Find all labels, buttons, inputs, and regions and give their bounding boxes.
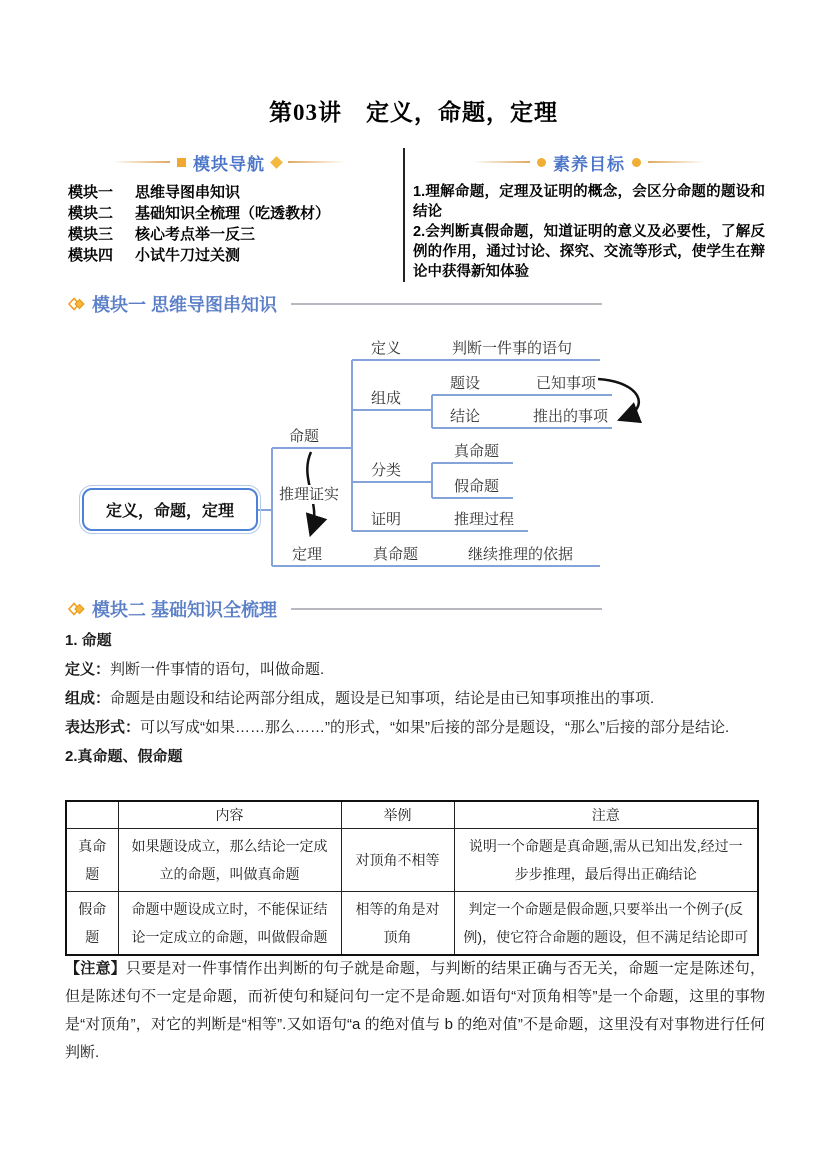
mindmap-connectors bbox=[0, 330, 827, 580]
mindmap-node-false-prop: 假命题 bbox=[454, 478, 500, 495]
nav-item-module3 bbox=[68, 224, 393, 245]
section-title-module2: 模块二 基础知识全梳理 bbox=[92, 600, 277, 620]
knowledge-section bbox=[65, 626, 765, 771]
cell-example: 相等的角是对顶角 bbox=[341, 892, 454, 955]
section-header-module2 bbox=[65, 596, 602, 622]
cell-note: 判定一个命题是假命题,只要举出一个例子(反例)，使它符合命题的题设，但不满足结论即可 bbox=[454, 892, 758, 955]
table-row bbox=[66, 829, 758, 892]
mindmap-node-theorem-true: 真命题 bbox=[373, 546, 419, 563]
cell-example: 对顶角不相等 bbox=[341, 829, 454, 892]
section-header-module1 bbox=[65, 291, 602, 317]
mindmap-desc-definition: 判断一件事的语句 bbox=[452, 340, 573, 357]
table-header-example: 举例 bbox=[341, 801, 454, 829]
nav-item-text: 基础知识全梳理（吃透教材） bbox=[135, 205, 331, 222]
composition-label: 组成： bbox=[65, 690, 111, 707]
nav-item-module4 bbox=[68, 245, 393, 266]
table-header-content: 内容 bbox=[118, 801, 341, 829]
definition-label: 定义： bbox=[65, 661, 111, 678]
mindmap-node-proof: 证明 bbox=[371, 511, 402, 528]
mindmap-root-node: 定义，命题，定理 bbox=[82, 488, 258, 531]
module-nav-column bbox=[65, 148, 403, 282]
module-nav-title: 模块导航 bbox=[193, 154, 265, 174]
table-header-row bbox=[66, 801, 758, 829]
nav-item-module2 bbox=[68, 203, 393, 224]
row-label-true: 真命题 bbox=[66, 829, 118, 892]
goal-item-1: 1.理解命题，定理及证明的概念，会区分命题的题设和结论 bbox=[413, 184, 765, 220]
mindmap-desc-hypothesis: 已知事项 bbox=[536, 375, 597, 392]
nav-item-label: 模块二 bbox=[68, 205, 114, 222]
goals-column bbox=[403, 148, 765, 282]
page-title: 第03讲 定义，命题，定理 bbox=[269, 100, 558, 125]
nav-item-label: 模块三 bbox=[68, 226, 114, 243]
mindmap-node-classification: 分类 bbox=[371, 462, 402, 479]
circle-dot-icon bbox=[537, 158, 546, 167]
mindmap-node-reasoning: 推理证实 bbox=[279, 486, 340, 503]
section-divider-line bbox=[291, 608, 602, 610]
header-columns bbox=[65, 148, 765, 282]
table-header-note: 注意 bbox=[454, 801, 758, 829]
goals-title: 素养目标 bbox=[553, 154, 625, 174]
section-title-module1: 模块一 思维导图串知识 bbox=[92, 295, 277, 315]
cell-note: 说明一个命题是真命题,需从已知出发,经过一步步推理，最后得出正确结论 bbox=[454, 829, 758, 892]
nav-item-label: 模块一 bbox=[68, 184, 114, 201]
deco-line-left bbox=[112, 161, 170, 163]
module-nav-header bbox=[65, 148, 393, 176]
knowledge-item1-title: 1. 命题 bbox=[65, 632, 112, 649]
form-label: 表达形式： bbox=[65, 719, 141, 736]
section-divider-line bbox=[291, 303, 602, 305]
goals-list bbox=[413, 182, 765, 282]
deco-line-right bbox=[648, 161, 706, 163]
goal-item-2: 2.会判断真假命题，知道证明的意义及必要性，了解反例的作用，通过讨论、探究、交流等形式，使学生在辩论中获得新知体验 bbox=[413, 224, 765, 280]
composition-text: 命题是由题设和结论两部分组成，题设是已知事项，结论是由已知事项推出的事项. bbox=[110, 690, 655, 707]
note-text: 只要是对一件事情作出判断的句子就是命题，与判断的结果正确与否无关，命题一定是陈述句，但是陈述句不一定是命题，而祈使句和疑问句一定不是命题.如语句“对顶角相等”是一个命题，这里的事物是“对顶角”，对它的判断是“相等”.又如语句“a 的绝对值与 b 的绝对值”不是命题，这里没有对事物进行任何判断. bbox=[65, 960, 765, 1061]
form-text: 可以写成“如果……那么……”的形式，“如果”后接的部分是题设，“那么”后接的部分是结论. bbox=[140, 719, 730, 736]
nav-item-text: 小试牛刀过关测 bbox=[135, 247, 241, 264]
mindmap-node-conclusion: 结论 bbox=[450, 408, 481, 425]
mindmap-node-definition: 定义 bbox=[371, 340, 402, 357]
mindmap-node-composition: 组成 bbox=[371, 390, 402, 407]
knowledge-definition bbox=[65, 655, 765, 684]
row-label-false: 假命题 bbox=[66, 892, 118, 955]
knowledge-item2-title: 2.真命题、假命题 bbox=[65, 748, 183, 765]
mindmap-desc-theorem: 继续推理的依据 bbox=[468, 546, 574, 563]
double-diamond-icon bbox=[65, 296, 86, 312]
mindmap-node-true-prop: 真命题 bbox=[454, 443, 500, 460]
propositions-table-wrap bbox=[65, 800, 757, 956]
propositions-table bbox=[65, 800, 759, 956]
square-dot-icon bbox=[177, 158, 186, 167]
table-header-empty bbox=[66, 801, 118, 829]
mindmap-node-theorem: 定理 bbox=[292, 546, 323, 563]
nav-item-label: 模块四 bbox=[68, 247, 114, 264]
diamond-dot-icon bbox=[270, 156, 283, 169]
note-label: 【注意】 bbox=[65, 960, 126, 977]
mindmap-desc-conclusion: 推出的事项 bbox=[533, 408, 609, 425]
circle-dot-icon bbox=[632, 158, 641, 167]
goals-header bbox=[413, 148, 765, 176]
knowledge-composition bbox=[65, 684, 765, 713]
module-nav-list bbox=[65, 182, 393, 266]
deco-line-right bbox=[288, 161, 346, 163]
mindmap-node-hypothesis: 题设 bbox=[450, 375, 481, 392]
double-diamond-icon bbox=[65, 601, 86, 617]
mindmap-module1 bbox=[0, 330, 827, 580]
deco-line-left bbox=[472, 161, 530, 163]
table-row bbox=[66, 892, 758, 955]
nav-item-text: 思维导图串知识 bbox=[135, 184, 241, 201]
definition-text: 判断一件事情的语句，叫做命题. bbox=[110, 661, 325, 678]
cell-content: 如果题设成立，那么结论一定成立的命题，叫做真命题 bbox=[118, 829, 341, 892]
mindmap-desc-proof: 推理过程 bbox=[454, 511, 515, 528]
knowledge-form bbox=[65, 713, 765, 742]
cell-content: 命题中题设成立时，不能保证结论一定成立的命题，叫做假命题 bbox=[118, 892, 341, 955]
nav-item-module1 bbox=[68, 182, 393, 203]
nav-item-text: 核心考点举一反三 bbox=[135, 226, 256, 243]
mindmap-node-proposition: 命题 bbox=[289, 428, 320, 445]
note-paragraph bbox=[65, 955, 765, 1067]
